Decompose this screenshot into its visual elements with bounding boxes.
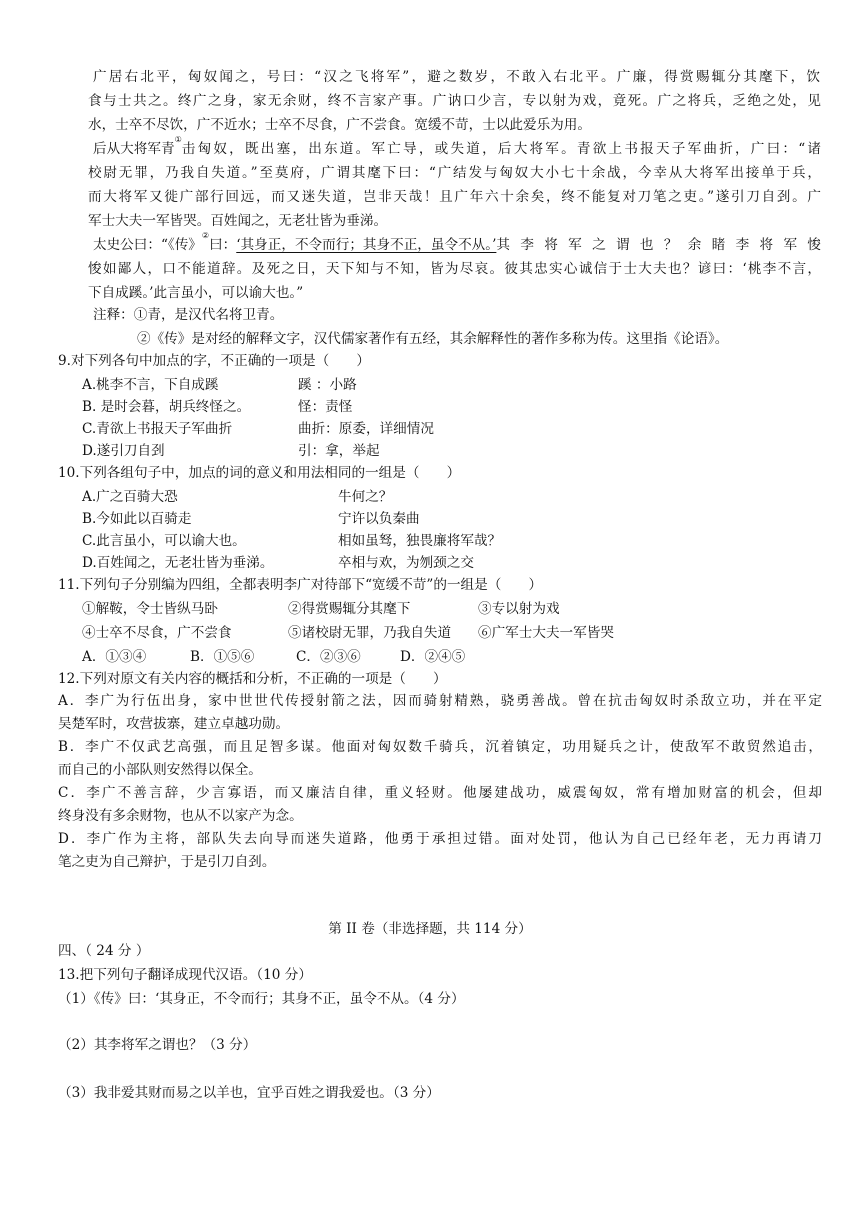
- part-heading: 四、（ 24 分 ）: [58, 943, 150, 959]
- passage-text: 其李将军之谓也？余睹李将军悛: [496, 237, 821, 253]
- footnote-marker: ②: [201, 231, 210, 240]
- numbered-item: ⑥广军士大夫一军皆哭: [478, 625, 614, 641]
- question-stem: 12.下列对原文有关内容的概括和分析，不正确的一项是（ ）: [58, 671, 447, 687]
- option-left: A.桃李不言，下自成蹊: [82, 377, 219, 393]
- option-text: 终身没有多余财物，也从不以家产为念。: [58, 808, 303, 824]
- option-text: 而自己的小部队则安然得以保全。: [58, 762, 262, 778]
- note-line: ②《传》是对经的解释文字，汉代儒家著作有五经，其余解释性的著作多称为传。这里指《论语》。: [137, 331, 729, 347]
- question-stem: 13.把下列句子翻译成现代汉语。（10 分）: [58, 967, 312, 983]
- passage-line: 校尉无罪，乃我自失道。”至莫府，广谓其麾下曰：“广结发与匈奴大小七十余战，今幸从大将军出接单于兵，: [88, 165, 821, 181]
- note-line: 注释：①青，是汉代名将卫青。: [93, 307, 284, 323]
- option-left: B.今如此以百骑走: [82, 511, 192, 527]
- numbered-item: ①解鞍，令士皆纵马卧: [82, 601, 218, 617]
- option-left: C.此言虽小，可以谕大也。: [82, 533, 246, 549]
- section-title: 第 II 卷（非选择题，共 114 分）: [328, 921, 532, 937]
- option-left: D.遂引刀自刭: [82, 443, 165, 459]
- option-text: C．李广不善言辞，少言寡语，而又廉洁自律，重义轻财。他屡建战功，威震匈奴，常有增加财富的机会，但却: [58, 785, 822, 801]
- option-right: 卒相与欢，为刎颈之交: [338, 555, 474, 571]
- option-left: D.百姓闻之，无老壮皆为垂涕。: [82, 555, 274, 571]
- option-text: B．李广不仅武艺高强，而且足智多谋。他面对匈奴数千骑兵，沉着镇定，功用疑兵之计，使敌军不敢贸然追击，: [58, 739, 822, 755]
- answer-choice: B．①⑤⑥: [190, 649, 255, 665]
- sub-question: （2）其李将军之谓也？（3 分）: [58, 1037, 257, 1053]
- option-text: 笔之吏为自己辩护，于是引刀自刭。: [58, 854, 276, 870]
- answer-choice: C．②③⑥: [296, 649, 361, 665]
- question-stem: 11.下列句子分别编为四组，全都表明李广对待部下“宽缓不苛”的一组是（ ）: [58, 577, 543, 593]
- numbered-item: ②得赏赐辄分其麾下: [288, 601, 411, 617]
- passage-line: 军士大夫一军皆哭。百姓闻之，无老壮皆为垂涕。: [88, 213, 388, 229]
- sub-question: （1）《传》曰：‘其身正，不令而行；其身不正，虽令不从。（4 分）: [58, 991, 465, 1007]
- passage-line: 悛如鄙人，口不能道辞。及死之日，天下知与不知，皆为尽哀。彼其忠实心诚信于士大夫也？谚曰：‘桃李不言，: [88, 261, 821, 277]
- passage-line: 下自成蹊。’此言虽小，可以谕大也。”: [88, 285, 304, 301]
- sub-question: （3）我非爱其财而易之以羊也，宜乎百姓之谓我爱也。（3 分）: [58, 1085, 440, 1101]
- answer-choice: D．②④⑤: [400, 649, 466, 665]
- passage-line: 而大将军又徙广部行回远，而又迷失道，岂非天哉！且广年六十余矣，终不能复对刀笔之吏。”遂引刀自刭。广: [88, 189, 821, 205]
- question-stem: 10.下列各组句子中，加点的词的意义和用法相同的一组是（ ）: [58, 465, 461, 481]
- numbered-item: ④士卒不尽食，广不尝食: [82, 625, 232, 641]
- passage-text: 击匈奴，既出塞，出东道。军亡导，或失道，后大将军。青欲上书报天子军曲折，广曰：“诸: [181, 141, 821, 157]
- option-text: A．李广为行伍出身，家中世世代传授射箭之法，因而骑射精熟，骁勇善战。曾在抗击匈奴时杀敌立功，并在平定: [58, 693, 822, 709]
- passage-line: [93, 135, 821, 158]
- passage-line: [93, 231, 821, 254]
- numbered-item: ⑤诸校尉无罪，乃我自失道: [288, 625, 452, 641]
- numbered-item: ③专以射为戏: [478, 601, 560, 617]
- option-right: 相如虽驽，独畏廉将军哉？: [338, 533, 502, 549]
- option-right: 宁许以负秦曲: [338, 511, 420, 527]
- passage-text: 曰：: [209, 237, 237, 253]
- passage-line: 广居右北平，匈奴闻之，号曰：“汉之飞将军”，避之数岁，不敢入右北平。广廉，得赏赐辄分其麾下，饮: [93, 69, 820, 85]
- option-right: 蹊 ：小路: [298, 377, 357, 393]
- option-right: 曲折：原委，详细情况: [298, 421, 434, 437]
- footnote-marker: ①: [174, 135, 182, 144]
- passage-line: 水，士卒不尽饮，广不近水；士卒不尽食，广不尝食。宽缓不苛，士以此爱乐为用。: [88, 117, 591, 133]
- passage-line: 食与士共之。终广之身，家无余财，终不言家产事。广讷口少言，专以射为戏，竟死。广之将兵，乏绝之处，见: [88, 93, 821, 109]
- option-right: 牛何之？: [338, 489, 393, 505]
- option-left: B. 是时会暮，胡兵终怪之。: [82, 399, 251, 415]
- passage-text: 后从大将军青: [93, 141, 175, 157]
- option-right: 引：拿，举起: [298, 443, 380, 459]
- underlined-quote: ‘其身正，不令而行；其身不正，虽令不从。’: [236, 237, 497, 253]
- option-text: D．李广作为主将，部队失去向导而迷失道路，他勇于承担过错。面对处罚，他认为自己已经年老，无力再请刀: [58, 831, 822, 847]
- answer-choice: A．①③④: [82, 649, 147, 665]
- option-text: 吴楚军时，攻营拔寨，建立卓越功勋。: [58, 716, 290, 732]
- option-left: A.广之百骑大恐: [82, 489, 178, 505]
- question-stem: 9.对下列各句中加点的字，不正确的一项是（ ）: [58, 353, 371, 369]
- option-right: 怪：责怪: [298, 399, 353, 415]
- option-left: C.青欲上书报天子军曲折: [82, 421, 233, 437]
- passage-text: 太史公曰：“《传》: [93, 237, 202, 253]
